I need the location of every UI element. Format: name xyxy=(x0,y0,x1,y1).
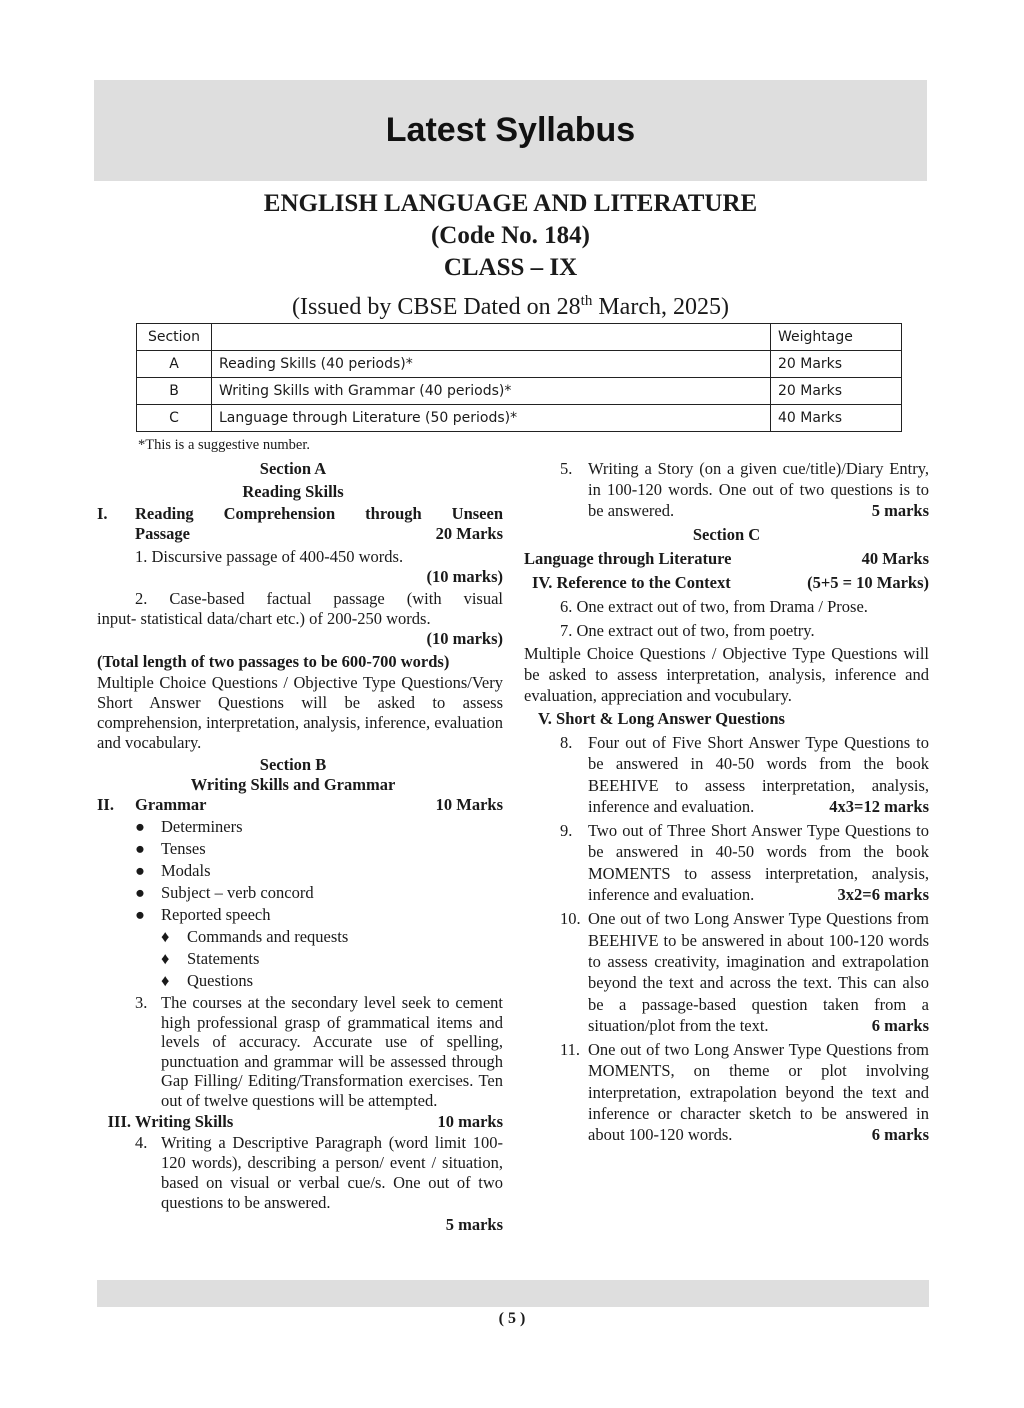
section-a-heading: Section A xyxy=(259,459,327,478)
table-cell: Language through Literature (50 periods)* xyxy=(212,405,771,432)
total-length-note: (Total length of two passages to be 600-700 words) xyxy=(97,652,450,671)
list-item xyxy=(135,882,503,904)
marks: 10 Marks xyxy=(435,795,503,814)
bullet-text: Questions xyxy=(187,971,253,990)
table-cell: Writing Skills with Grammar (40 periods)* xyxy=(212,378,771,405)
item-number: III. xyxy=(107,1112,131,1131)
mcq-paragraph: Multiple Choice Questions / Objective Type Questions will be asked to assess interpretation, analysis, inference and evaluation, appreciation and vocubulary. xyxy=(524,644,929,705)
list-item-cont: input- statistical data/chart etc.) of 200-250 words. xyxy=(97,609,431,628)
right-column xyxy=(524,458,929,1146)
item-4 xyxy=(97,1133,503,1213)
list-item xyxy=(161,970,503,992)
item-title-line xyxy=(135,524,503,544)
bullet-icon: ● xyxy=(135,883,145,902)
item-8 xyxy=(524,732,929,817)
subject-title: ENGLISH LANGUAGE AND LITERATURE xyxy=(263,190,758,217)
marks: 4x3=12 marks xyxy=(829,796,929,816)
bullet-icon: ● xyxy=(135,817,145,836)
banner-title: Latest Syllabus xyxy=(385,111,636,149)
marks: 6 marks xyxy=(871,1015,929,1035)
issued-text: (Issued by CBSE Dated on 28 xyxy=(292,294,581,320)
item-number: 8. xyxy=(560,733,573,752)
item-III xyxy=(97,1112,503,1132)
bullet-text: Modals xyxy=(161,861,211,880)
bullet-icon: ● xyxy=(135,905,145,924)
table-cell: A xyxy=(137,351,212,378)
item-V: V. Short & Long Answer Questions xyxy=(538,709,785,728)
issued-date: March, 2025) xyxy=(592,294,729,320)
bullet-icon: ● xyxy=(135,861,145,880)
table-cell: B xyxy=(137,378,212,405)
literature-heading xyxy=(524,547,929,571)
diamond-bullet-icon: ♦ xyxy=(161,927,170,946)
item-text: Writing a Descriptive Paragraph (word limit 100-120 words), describing a person/ event / situation, based on visual or verbal cue/s. One out of two questions to be answered. xyxy=(161,1133,503,1212)
list-item: 1. Discursive passage of 400-450 words. xyxy=(135,547,404,566)
item-3 xyxy=(97,993,503,1110)
list-item xyxy=(135,904,503,926)
item-title-line xyxy=(135,795,503,815)
section-b-subheading: Writing Skills and Grammar xyxy=(190,775,396,794)
table-cell: 20 Marks xyxy=(771,378,902,405)
page-number: ( 5 ) xyxy=(498,1310,526,1327)
header-banner xyxy=(94,80,927,181)
item-IV xyxy=(524,571,929,595)
table-row xyxy=(137,351,902,378)
bullet-text: Determiners xyxy=(161,817,243,836)
left-column xyxy=(97,458,503,1235)
bullet-text: Commands and requests xyxy=(187,927,349,946)
marks: (10 marks) xyxy=(426,629,503,648)
footnote: *This is a suggestive number. xyxy=(138,437,310,453)
item-text xyxy=(588,908,929,1036)
item-number: 11. xyxy=(560,1040,581,1060)
item-text-body: Four out of Five Short Answer Type Questions to be answered in 40-50 words from the book BEEHIVE to assess interpretation, analysis, inference and evaluation. xyxy=(588,733,929,816)
table-row xyxy=(137,405,902,432)
item-text-body: Two out of Three Short Answer Type Questions to be answered in 40-50 words from the book MOMENTS to assess interpretation, analysis, inference and evaluation. xyxy=(588,821,929,905)
item-number: 5. xyxy=(560,459,573,478)
item-text-body: Writing a Story (on a given cue/title)/Diary Entry, in 100-120 words. One out of two questions is to be answered. xyxy=(588,459,929,520)
marks: 3x2=6 marks xyxy=(837,885,929,905)
marks: 10 marks xyxy=(437,1112,503,1131)
weightage-table xyxy=(136,323,902,432)
item-title-line xyxy=(135,1112,503,1132)
list-item: 6. One extract out of two, from Drama / Prose. xyxy=(560,597,868,616)
subject-code: (Code No. 184) xyxy=(430,222,590,249)
issued-sup: th xyxy=(580,293,593,309)
item-title: Grammar xyxy=(135,795,207,814)
item-5 xyxy=(524,458,929,521)
list-item xyxy=(135,838,503,860)
item-number: 10. xyxy=(560,909,581,929)
item-text xyxy=(588,458,929,521)
section-a-subheading: Reading Skills xyxy=(242,482,344,501)
marks: 5 marks xyxy=(445,1215,503,1234)
item-II xyxy=(97,795,503,815)
item-text xyxy=(588,732,929,817)
item-text: The courses at the secondary level seek to cement high professional grasp of grammatical items and levels of accuracy. Accurate use of spelling, punctuation and grammar will be assessed through Gap Filling/ Editing/Transformation exercises. Ten out of twelve questions will be attempted. xyxy=(161,993,503,1110)
bullet-text: Statements xyxy=(187,949,260,968)
bullet-text: Tenses xyxy=(161,839,206,858)
table-cell: C xyxy=(137,405,212,432)
list-item xyxy=(135,860,503,882)
table-cell: Reading Skills (40 periods)* xyxy=(212,351,771,378)
item-title-cont: Passage xyxy=(135,524,190,543)
item-9 xyxy=(524,820,929,905)
item-text xyxy=(588,1039,929,1145)
class-title: CLASS – IX xyxy=(443,254,578,281)
section-b-heading: Section B xyxy=(259,755,327,774)
diamond-bullet-icon: ♦ xyxy=(161,949,170,968)
item-title: IV. Reference to the Context xyxy=(532,573,731,592)
table-cell: 40 Marks xyxy=(771,405,902,432)
item-text-body: One out of two Long Answer Type Questions from BEEHIVE to be answered in about 100-120 words to assess creativity, imagination and extrapolation beyond the text and across the text. This can also be a passage-based question taken from a situation/plot from the text. xyxy=(588,909,929,1035)
bullet-icon: ● xyxy=(135,839,145,858)
marks: 20 Marks xyxy=(435,524,503,543)
item-text-body: One out of two Long Answer Type Questions from MOMENTS, on theme or plot involving interpretation, extrapolation beyond the text and inference or character sketch to be answered in about 100-120 words. xyxy=(588,1040,929,1145)
marks: (5+5 = 10 Marks) xyxy=(807,573,929,592)
marks: 5 marks xyxy=(871,501,929,520)
bullet-text: Subject – verb concord xyxy=(161,883,314,902)
diamond-bullet-icon: ♦ xyxy=(161,971,170,990)
document-heading xyxy=(94,188,927,324)
bullet-text: Reported speech xyxy=(161,905,271,924)
list-item xyxy=(161,948,503,970)
footer-bar xyxy=(97,1280,929,1307)
table-header: Section xyxy=(137,324,212,351)
item-I xyxy=(97,504,503,544)
grammar-bullet-list xyxy=(97,816,503,992)
table-header: Weightage xyxy=(771,324,902,351)
item-number: II. xyxy=(97,795,114,814)
table-header-row xyxy=(137,324,902,351)
marks: 40 Marks xyxy=(861,549,929,568)
item-number: 3. xyxy=(135,993,148,1012)
list-item: 7. One extract out of two, from poetry. xyxy=(560,621,815,640)
item-title: Language through Literature xyxy=(524,549,732,568)
mcq-paragraph: Multiple Choice Questions / Objective Type Questions/Very Short Answer Questions will be asked to assess comprehension, interpretation, analysis, inference, evaluation and vocabulary. xyxy=(97,673,503,752)
section-c-heading: Section C xyxy=(692,525,761,544)
table-cell: 20 Marks xyxy=(771,351,902,378)
item-11 xyxy=(524,1039,929,1145)
list-item xyxy=(135,816,503,838)
marks: (10 marks) xyxy=(426,567,503,586)
item-title: Reading Comprehension through Unseen xyxy=(135,504,503,523)
table-header xyxy=(212,324,771,351)
list-item xyxy=(161,926,503,948)
item-number: 4. xyxy=(135,1133,148,1152)
item-10 xyxy=(524,908,929,1036)
item-number: I. xyxy=(97,504,108,523)
item-number: 9. xyxy=(560,821,573,841)
item-text xyxy=(588,820,929,905)
reported-speech-sublist xyxy=(135,926,503,992)
issued-line xyxy=(94,284,927,324)
item-title: Writing Skills xyxy=(135,1112,234,1131)
marks: 6 marks xyxy=(871,1125,929,1145)
table-row xyxy=(137,378,902,405)
list-item: 2. Case-based factual passage (with visual xyxy=(135,589,503,608)
